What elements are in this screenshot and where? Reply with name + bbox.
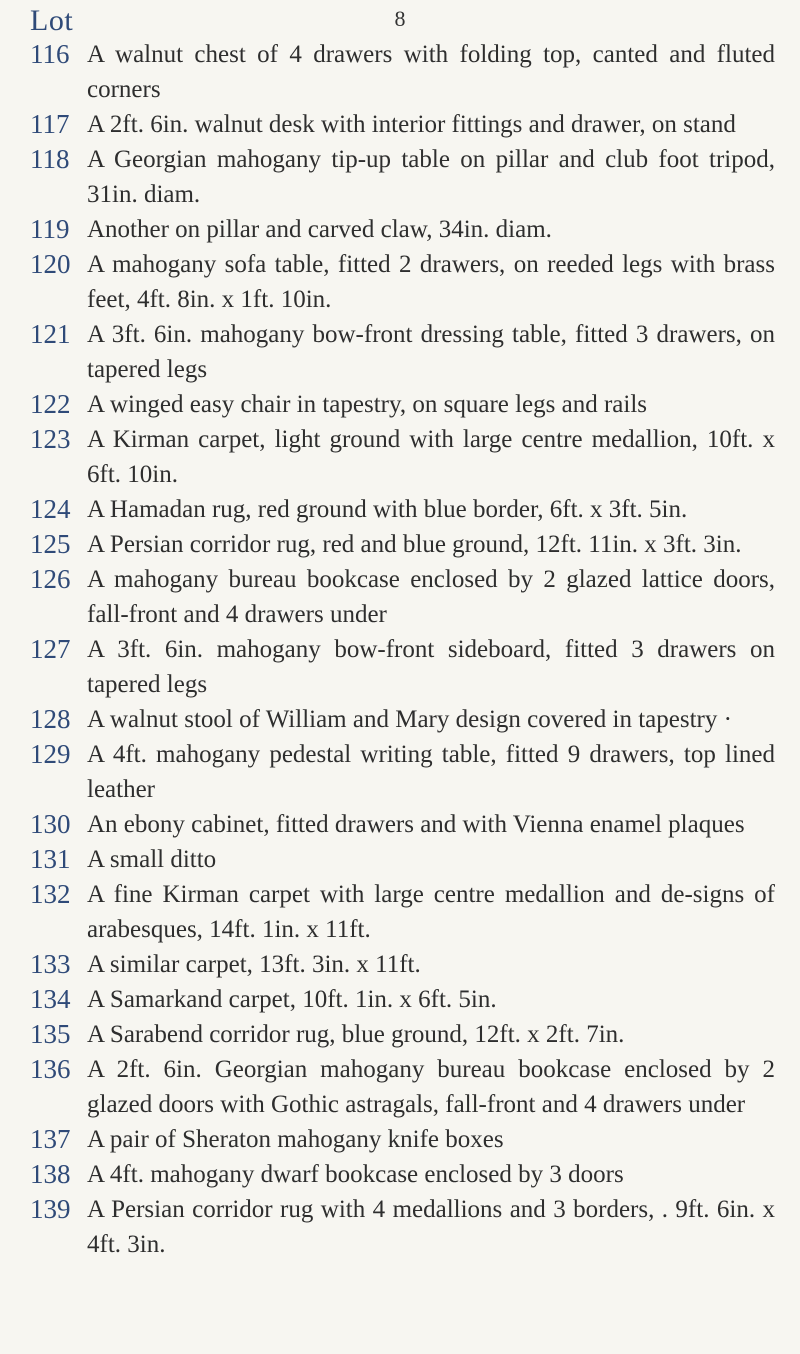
lot-description: A Hamadan rug, red ground with blue border, 6ft. x 3ft. 5in. bbox=[87, 496, 688, 523]
lot-number: 135 bbox=[30, 1019, 71, 1049]
lot-description: A mahogany sofa table, fitted 2 drawers, on reeded legs with brass feet, 4ft. 8in. x 1ft. 10in. bbox=[87, 251, 775, 313]
lot-entry bbox=[30, 807, 775, 842]
lot-description: A similar carpet, 13ft. 3in. x 11ft. bbox=[87, 951, 421, 978]
lot-entry bbox=[30, 947, 775, 982]
lot-entry bbox=[30, 982, 775, 1017]
lot-entry bbox=[30, 492, 775, 527]
lot-number: 130 bbox=[30, 809, 71, 839]
lot-number: 116 bbox=[30, 39, 70, 69]
lot-number: 123 bbox=[30, 424, 71, 454]
lot-entry bbox=[30, 1157, 775, 1192]
lot-number: 119 bbox=[30, 214, 70, 244]
lot-entry bbox=[30, 527, 775, 562]
lot-number: 139 bbox=[30, 1194, 71, 1224]
lot-entry bbox=[30, 247, 775, 317]
lot-description: A 4ft. mahogany dwarf bookcase enclosed by 3 doors bbox=[87, 1161, 624, 1188]
lot-description: Another on pillar and carved claw, 34in. diam. bbox=[87, 216, 552, 243]
lot-description: A walnut chest of 4 drawers with folding top, canted and fluted corners bbox=[87, 41, 775, 103]
lot-number: 134 bbox=[30, 984, 71, 1014]
lot-number: 117 bbox=[30, 109, 70, 139]
lot-description: An ebony cabinet, fitted drawers and with Vienna enamel plaques bbox=[87, 811, 745, 838]
lot-description: A fine Kirman carpet with large centre medallion and de-signs of arabesques, 14ft. 1in. x 11ft. bbox=[87, 881, 775, 943]
lot-description: A winged easy chair in tapestry, on square legs and rails bbox=[87, 391, 648, 418]
lot-description: A Kirman carpet, light ground with large centre medallion, 10ft. x 6ft. 10in. bbox=[87, 426, 775, 488]
lot-entry bbox=[30, 422, 775, 492]
lot-entry bbox=[30, 1017, 775, 1052]
lot-entry bbox=[30, 1192, 775, 1262]
lot-entry bbox=[30, 842, 775, 877]
lot-number: 125 bbox=[30, 529, 71, 559]
lot-description: A 4ft. mahogany pedestal writing table, fitted 9 drawers, top lined leather bbox=[87, 741, 775, 803]
lot-number: 137 bbox=[30, 1124, 71, 1154]
lot-description: A Sarabend corridor rug, blue ground, 12ft. x 2ft. 7in. bbox=[87, 1021, 625, 1048]
lot-entry bbox=[30, 142, 775, 212]
lot-list bbox=[30, 37, 775, 1262]
lot-description: A 2ft. 6in. Georgian mahogany bureau bookcase enclosed by 2 glazed doors with Gothic astragals, fall-front and 4 drawers under bbox=[87, 1056, 775, 1118]
lot-number: 121 bbox=[30, 319, 71, 349]
lot-entry bbox=[30, 1052, 775, 1122]
lot-number: 129 bbox=[30, 739, 71, 769]
page-number: 8 bbox=[394, 6, 406, 31]
lot-entry bbox=[30, 317, 775, 387]
lot-number: 124 bbox=[30, 494, 71, 524]
lot-number: 126 bbox=[30, 564, 71, 594]
lot-entry bbox=[30, 387, 775, 422]
lot-entry bbox=[30, 1122, 775, 1157]
lot-number: 131 bbox=[30, 844, 71, 874]
lot-entry bbox=[30, 212, 775, 247]
lot-description: A 2ft. 6in. walnut desk with interior fittings and drawer, on stand bbox=[87, 111, 736, 138]
lot-description: A Georgian mahogany tip-up table on pillar and club foot tripod, 31in. diam. bbox=[87, 146, 775, 208]
lot-number: 118 bbox=[30, 144, 70, 174]
lot-description: A mahogany bureau bookcase enclosed by 2 glazed lattice doors, fall-front and 4 drawers under bbox=[87, 566, 775, 628]
lot-description: A small ditto bbox=[87, 846, 217, 873]
lot-number: 127 bbox=[30, 634, 71, 664]
lot-entry bbox=[30, 877, 775, 947]
lot-number: 133 bbox=[30, 949, 71, 979]
lot-column-heading: Lot bbox=[30, 4, 74, 37]
lot-description: A pair of Sheraton mahogany knife boxes bbox=[87, 1126, 504, 1153]
lot-number: 136 bbox=[30, 1054, 71, 1084]
lot-entry bbox=[30, 37, 775, 107]
lot-entry bbox=[30, 632, 775, 702]
lot-description: A Samarkand carpet, 10ft. 1in. x 6ft. 5in. bbox=[87, 986, 497, 1013]
lot-entry bbox=[30, 702, 775, 737]
lot-number: 122 bbox=[30, 389, 71, 419]
lot-entry bbox=[30, 737, 775, 807]
lot-number: 138 bbox=[30, 1159, 71, 1189]
lot-description: A walnut stool of William and Mary design covered in tapestry · bbox=[87, 706, 732, 733]
lot-entry bbox=[30, 562, 775, 632]
lot-description: A Persian corridor rug with 4 medallions and 3 borders, . 9ft. 6in. x 4ft. 3in. bbox=[87, 1196, 775, 1258]
lot-description: A 3ft. 6in. mahogany bow-front dressing table, fitted 3 drawers, on tapered legs bbox=[87, 321, 775, 383]
lot-number: 120 bbox=[30, 249, 71, 279]
lot-entry bbox=[30, 107, 775, 142]
lot-number: 132 bbox=[30, 879, 71, 909]
lot-number: 128 bbox=[30, 704, 71, 734]
lot-description: A 3ft. 6in. mahogany bow-front sideboard, fitted 3 drawers on tapered legs bbox=[87, 636, 775, 698]
lot-description: A Persian corridor rug, red and blue ground, 12ft. 11in. x 3ft. 3in. bbox=[87, 531, 742, 558]
